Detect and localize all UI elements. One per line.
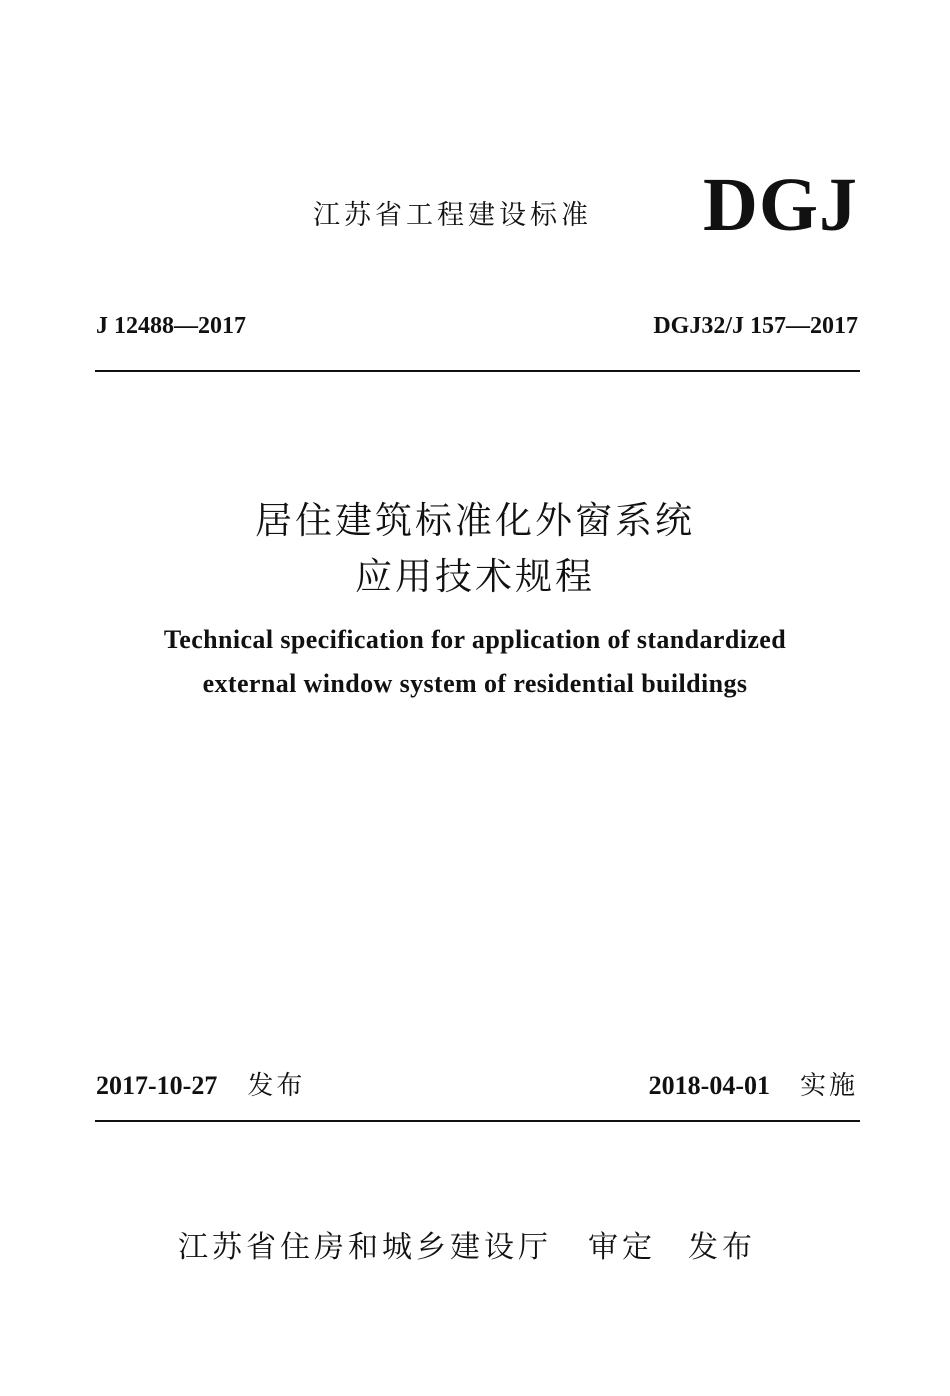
- publish-date: 2017-10-27: [96, 1071, 218, 1100]
- effective-date: 2018-04-01: [648, 1071, 770, 1100]
- title-en-line1: Technical specification for application of standardized: [163, 625, 787, 654]
- publish-date-block: [96, 1068, 305, 1104]
- title-cn-line2: 应用技术规程: [355, 555, 595, 598]
- issuing-authority: 江苏省住房和城乡建设厅: [178, 1230, 552, 1265]
- title-cn-line1: 居住建筑标准化外窗系统: [255, 499, 695, 542]
- bottom-divider: [95, 1120, 860, 1122]
- standard-number: DGJ32/J 157—2017: [653, 313, 858, 339]
- standard-series-label: 江苏省工程建设标准: [313, 200, 592, 231]
- publish-label: 发布: [247, 1071, 306, 1101]
- issuer-line: [178, 1226, 756, 1270]
- title-en-line2: external window system of residential buildings: [202, 669, 748, 698]
- dgj-code-logo: DGJ: [703, 163, 858, 247]
- record-number: J 12488—2017: [96, 313, 246, 339]
- effective-label: 实施: [799, 1071, 858, 1101]
- approve-label: 审定: [588, 1230, 656, 1265]
- issuer-publish-label: 发布: [688, 1230, 756, 1265]
- effective-date-block: [649, 1068, 858, 1104]
- top-divider: [95, 370, 860, 372]
